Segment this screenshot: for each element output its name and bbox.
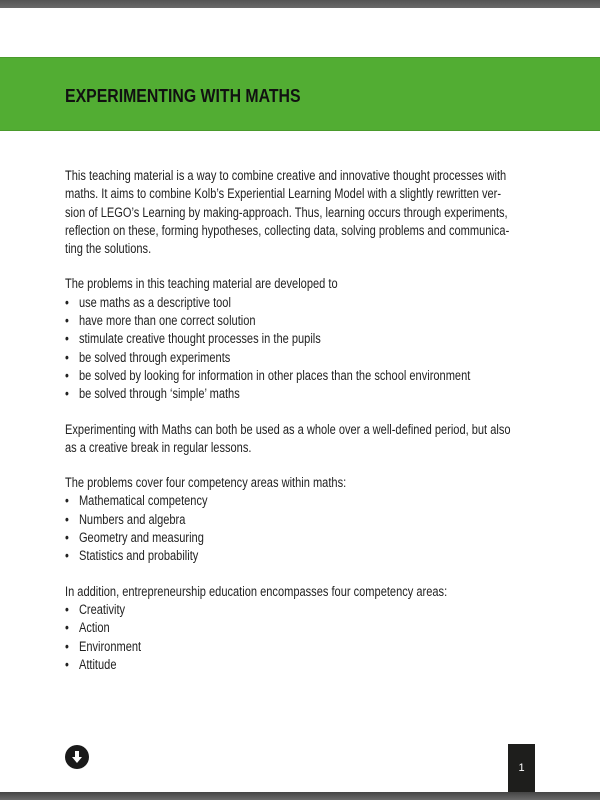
list-item — [65, 656, 511, 674]
list-item — [65, 367, 511, 385]
list-item-text: have more than one correct solution — [78, 313, 256, 329]
download-button[interactable] — [65, 745, 89, 769]
viewer-bottom-bar — [0, 792, 600, 800]
arrow-down-icon — [70, 750, 84, 764]
bullet: • — [65, 530, 69, 546]
list-item-text: be solved through experiments — [78, 349, 231, 365]
text-line: maths. It aims to combine Kolb’s Experiential Learning Model with a slightly rewritten ver- — [65, 186, 502, 202]
text-line: Experimenting with Maths can both be used as a whole over a well-defined period, but also — [65, 421, 511, 437]
list-item — [65, 619, 511, 637]
viewer-top-bar — [0, 0, 600, 8]
competency-list — [65, 492, 511, 565]
list-item — [65, 349, 511, 367]
entrepreneurship-list — [65, 601, 511, 674]
list-item — [65, 638, 511, 656]
list-item-text: Attitude — [78, 656, 117, 672]
list-item-text: Statistics and probability — [78, 548, 199, 564]
list-item-text: Action — [78, 620, 110, 636]
list-item-text: Geometry and measuring — [78, 530, 204, 546]
list-item-text: Environment — [78, 638, 142, 654]
list-item — [65, 385, 511, 403]
list-item — [65, 529, 511, 547]
bullet: • — [65, 511, 69, 527]
bullet: • — [65, 294, 69, 310]
problems-intro: The problems in this teaching material are developed to — [65, 276, 338, 292]
text-line: ting the solutions. — [65, 241, 152, 257]
document-body — [65, 167, 511, 674]
text-line: as a creative break in regular lessons. — [65, 439, 252, 455]
list-item — [65, 492, 511, 510]
bullet: • — [65, 548, 69, 564]
page-title: EXPERIMENTING WITH MATHS — [65, 86, 301, 106]
list-item-text: stimulate creative thought processes in the pupils — [78, 331, 321, 347]
list-item-text: Creativity — [78, 601, 126, 617]
list-item — [65, 547, 511, 565]
bullet: • — [65, 620, 69, 636]
intro-paragraph — [65, 167, 511, 258]
bullet: • — [65, 367, 69, 383]
list-item-text: use maths as a descriptive tool — [78, 294, 231, 310]
list-item — [65, 312, 511, 330]
list-item — [65, 511, 511, 529]
page-number: 1 — [508, 744, 535, 792]
list-item-text: Mathematical competency — [78, 493, 208, 509]
title-banner — [0, 57, 600, 131]
text-line: sion of LEGO’s Learning by making-approach. Thus, learning occurs through experiments, — [65, 204, 508, 220]
text-line: This teaching material is a way to combine creative and innovative thought processes with — [65, 168, 507, 183]
bullet: • — [65, 313, 69, 329]
list-item — [65, 330, 511, 348]
list-item — [65, 601, 511, 619]
bullet: • — [65, 656, 69, 672]
bullet: • — [65, 601, 69, 617]
list-item-text: Numbers and algebra — [78, 511, 186, 527]
bullet: • — [65, 638, 69, 654]
problems-list — [65, 294, 511, 404]
text-line: reflection on these, forming hypotheses, collecting data, solving problems and communica- — [65, 222, 510, 238]
bullet: • — [65, 349, 69, 365]
usage-paragraph — [65, 421, 511, 458]
bullet: • — [65, 493, 69, 509]
list-item-text: be solved through ‘simple’ maths — [78, 386, 240, 402]
bullet: • — [65, 331, 69, 347]
competency-intro: The problems cover four competency areas within maths: — [65, 475, 347, 491]
list-item-text: be solved by looking for information in other places than the school environment — [78, 367, 471, 383]
bullet: • — [65, 386, 69, 402]
entrepreneurship-intro: In addition, entrepreneurship education encompasses four competency areas: — [65, 583, 448, 599]
list-item — [65, 294, 511, 312]
